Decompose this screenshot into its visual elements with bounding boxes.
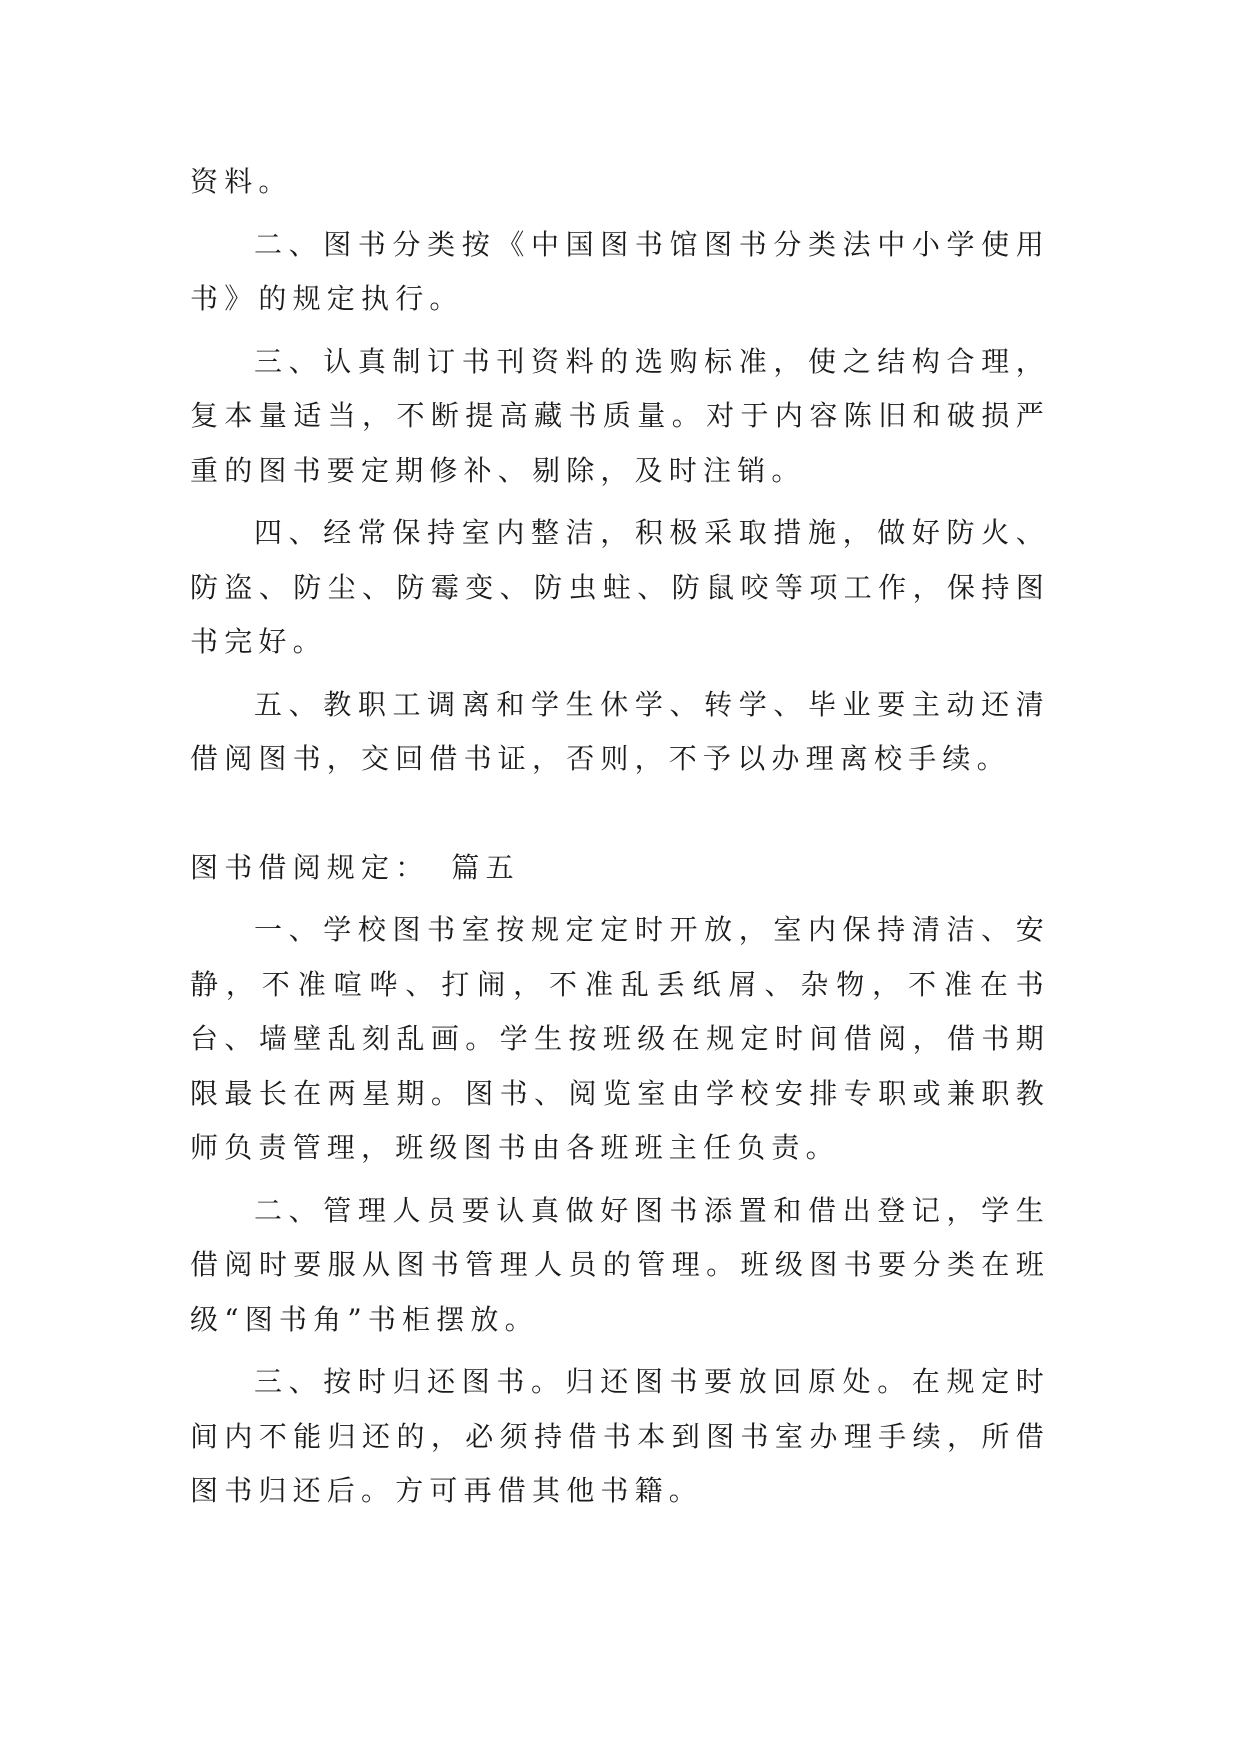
paragraph-borrow-rule-3: 三、按时归还图书。归还图书要放回原处。在规定时间内不能归还的，必须持借书本到图书室办理手续，所借图书归还后。方可再借其他书籍。 (190, 1365, 1050, 1507)
paragraph-borrow-rule-1: 一、学校图书室按规定定时开放，室内保持清洁、安静，不准喧哗、打闹，不准乱丢纸屑、杂物，不准在书台、墙壁乱刻乱画。学生按班级在规定时间借阅，借书期限最长在两星期。图书、阅览室由学校安排专职或兼职教师负责管理，班级图书由各班班主任负责。 (190, 913, 1050, 1164)
paragraph-rule-3: 三、认真制订书刊资料的选购标准，使之结构合理，复本量适当，不断提高藏书质量。对于内容陈旧和破损严重的图书要定期修补、剔除，及时注销。 (190, 344, 1050, 487)
paragraph-continuation: 资料。 (190, 165, 293, 198)
document-body (190, 155, 1050, 1527)
paragraph-rule-2: 二、图书分类按《中国图书馆图书分类法中小学使用书》的规定执行。 (190, 227, 1050, 315)
section-heading (190, 841, 1050, 896)
paragraph-rule-4: 四、经常保持室内整洁，积极采取措施，做好防火、防盗、防尘、防霉变、防虫蛀、防鼠咬等项工作，保持图书完好。 (190, 516, 1050, 658)
paragraph-rule-5: 五、教职工调离和学生休学、转学、毕业要主动还清借阅图书，交回借书证，否则，不予以办理离校手续。 (190, 687, 1050, 775)
paragraph-borrow-rule-2: 二、管理人员要认真做好图书添置和借出登记，学生借阅时要服从图书管理人员的管理。班级图书要分类在班级“图书角”书柜摆放。 (190, 1193, 1050, 1336)
section-title: 图书借阅规定： (190, 850, 430, 884)
section-label: 篇五 (451, 850, 520, 884)
